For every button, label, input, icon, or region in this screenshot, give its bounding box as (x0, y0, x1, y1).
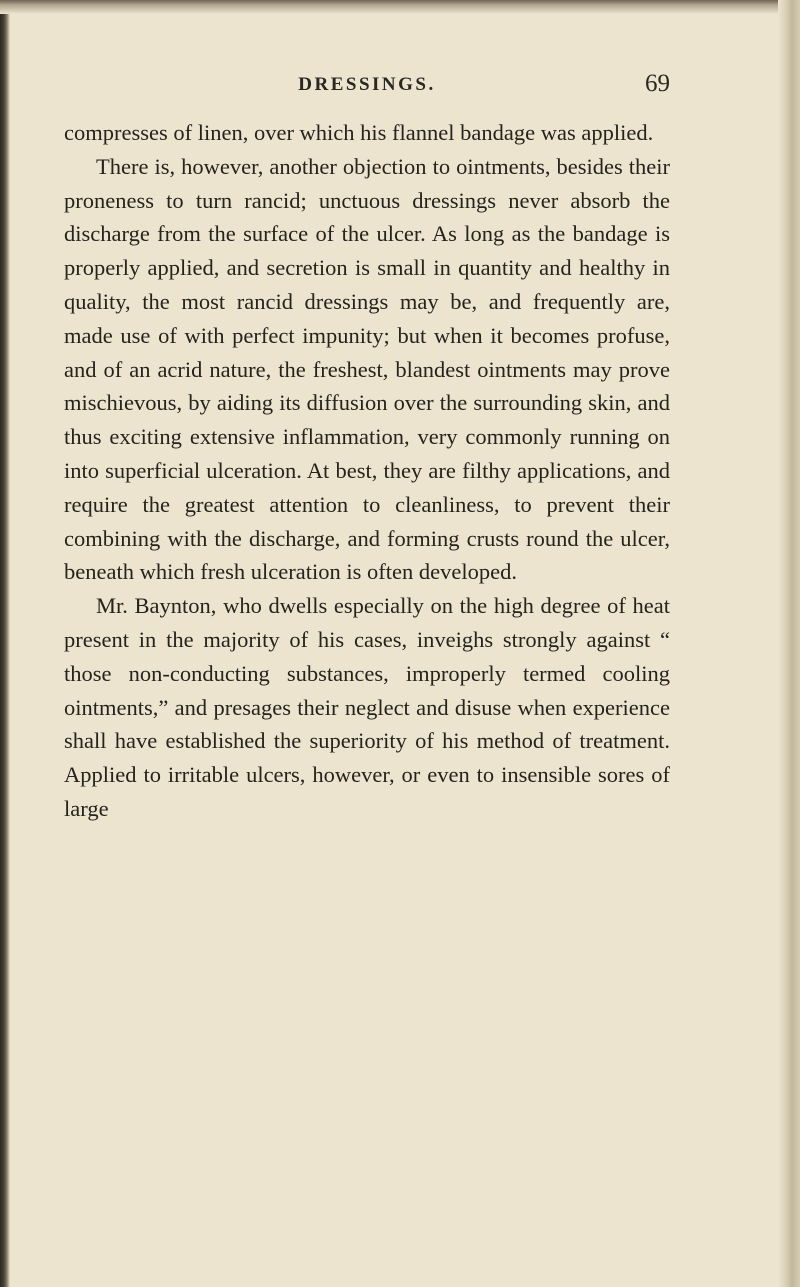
page-top-edge (0, 0, 800, 14)
paragraph-continuation: compresses of linen, over which his flannel bandage was applied. (64, 120, 654, 145)
body-text (64, 116, 670, 826)
book-page (64, 70, 670, 826)
paragraph-ointments-objection: There is, however, another objection to ointments, besides their proneness to turn rancid; unctuous dressings never absorb the discharge from the surface of the ulcer. As long as the bandage is properly applied, and secretion is small in quantity and healthy in quality, the most rancid dressings may be, and frequently are, made use of with perfect impunity; but when it becomes profuse, and of an acrid nature, the freshest, blandest ointments may prove mischievous, by aiding its diffusion over the surrounding skin, and thus exciting extensive inflammation, very commonly running on into superficial ulceration. At best, they are filthy applications, and require the greatest attention to cleanliness, to prevent their combining with the discharge, and forming crusts round the ulcer, beneath which fresh ulceration is often developed. (64, 153, 670, 585)
running-head (64, 70, 670, 106)
page-left-edge (0, 0, 10, 1287)
page-number: 69 (645, 70, 670, 97)
paragraph-baynton: Mr. Baynton, who dwells especially on the high degree of heat present in the majority of his cases, inveighs strongly against “ those non-conducting substances, improperly termed cooling ointments,” and presages their neglect and disuse when experience shall have established the superiority of his method of treatment. Applied to irritable ulcers, however, or even to insensible sores of large (64, 593, 670, 821)
page-right-edge (778, 0, 800, 1287)
page-title: DRESSINGS. (298, 74, 436, 95)
